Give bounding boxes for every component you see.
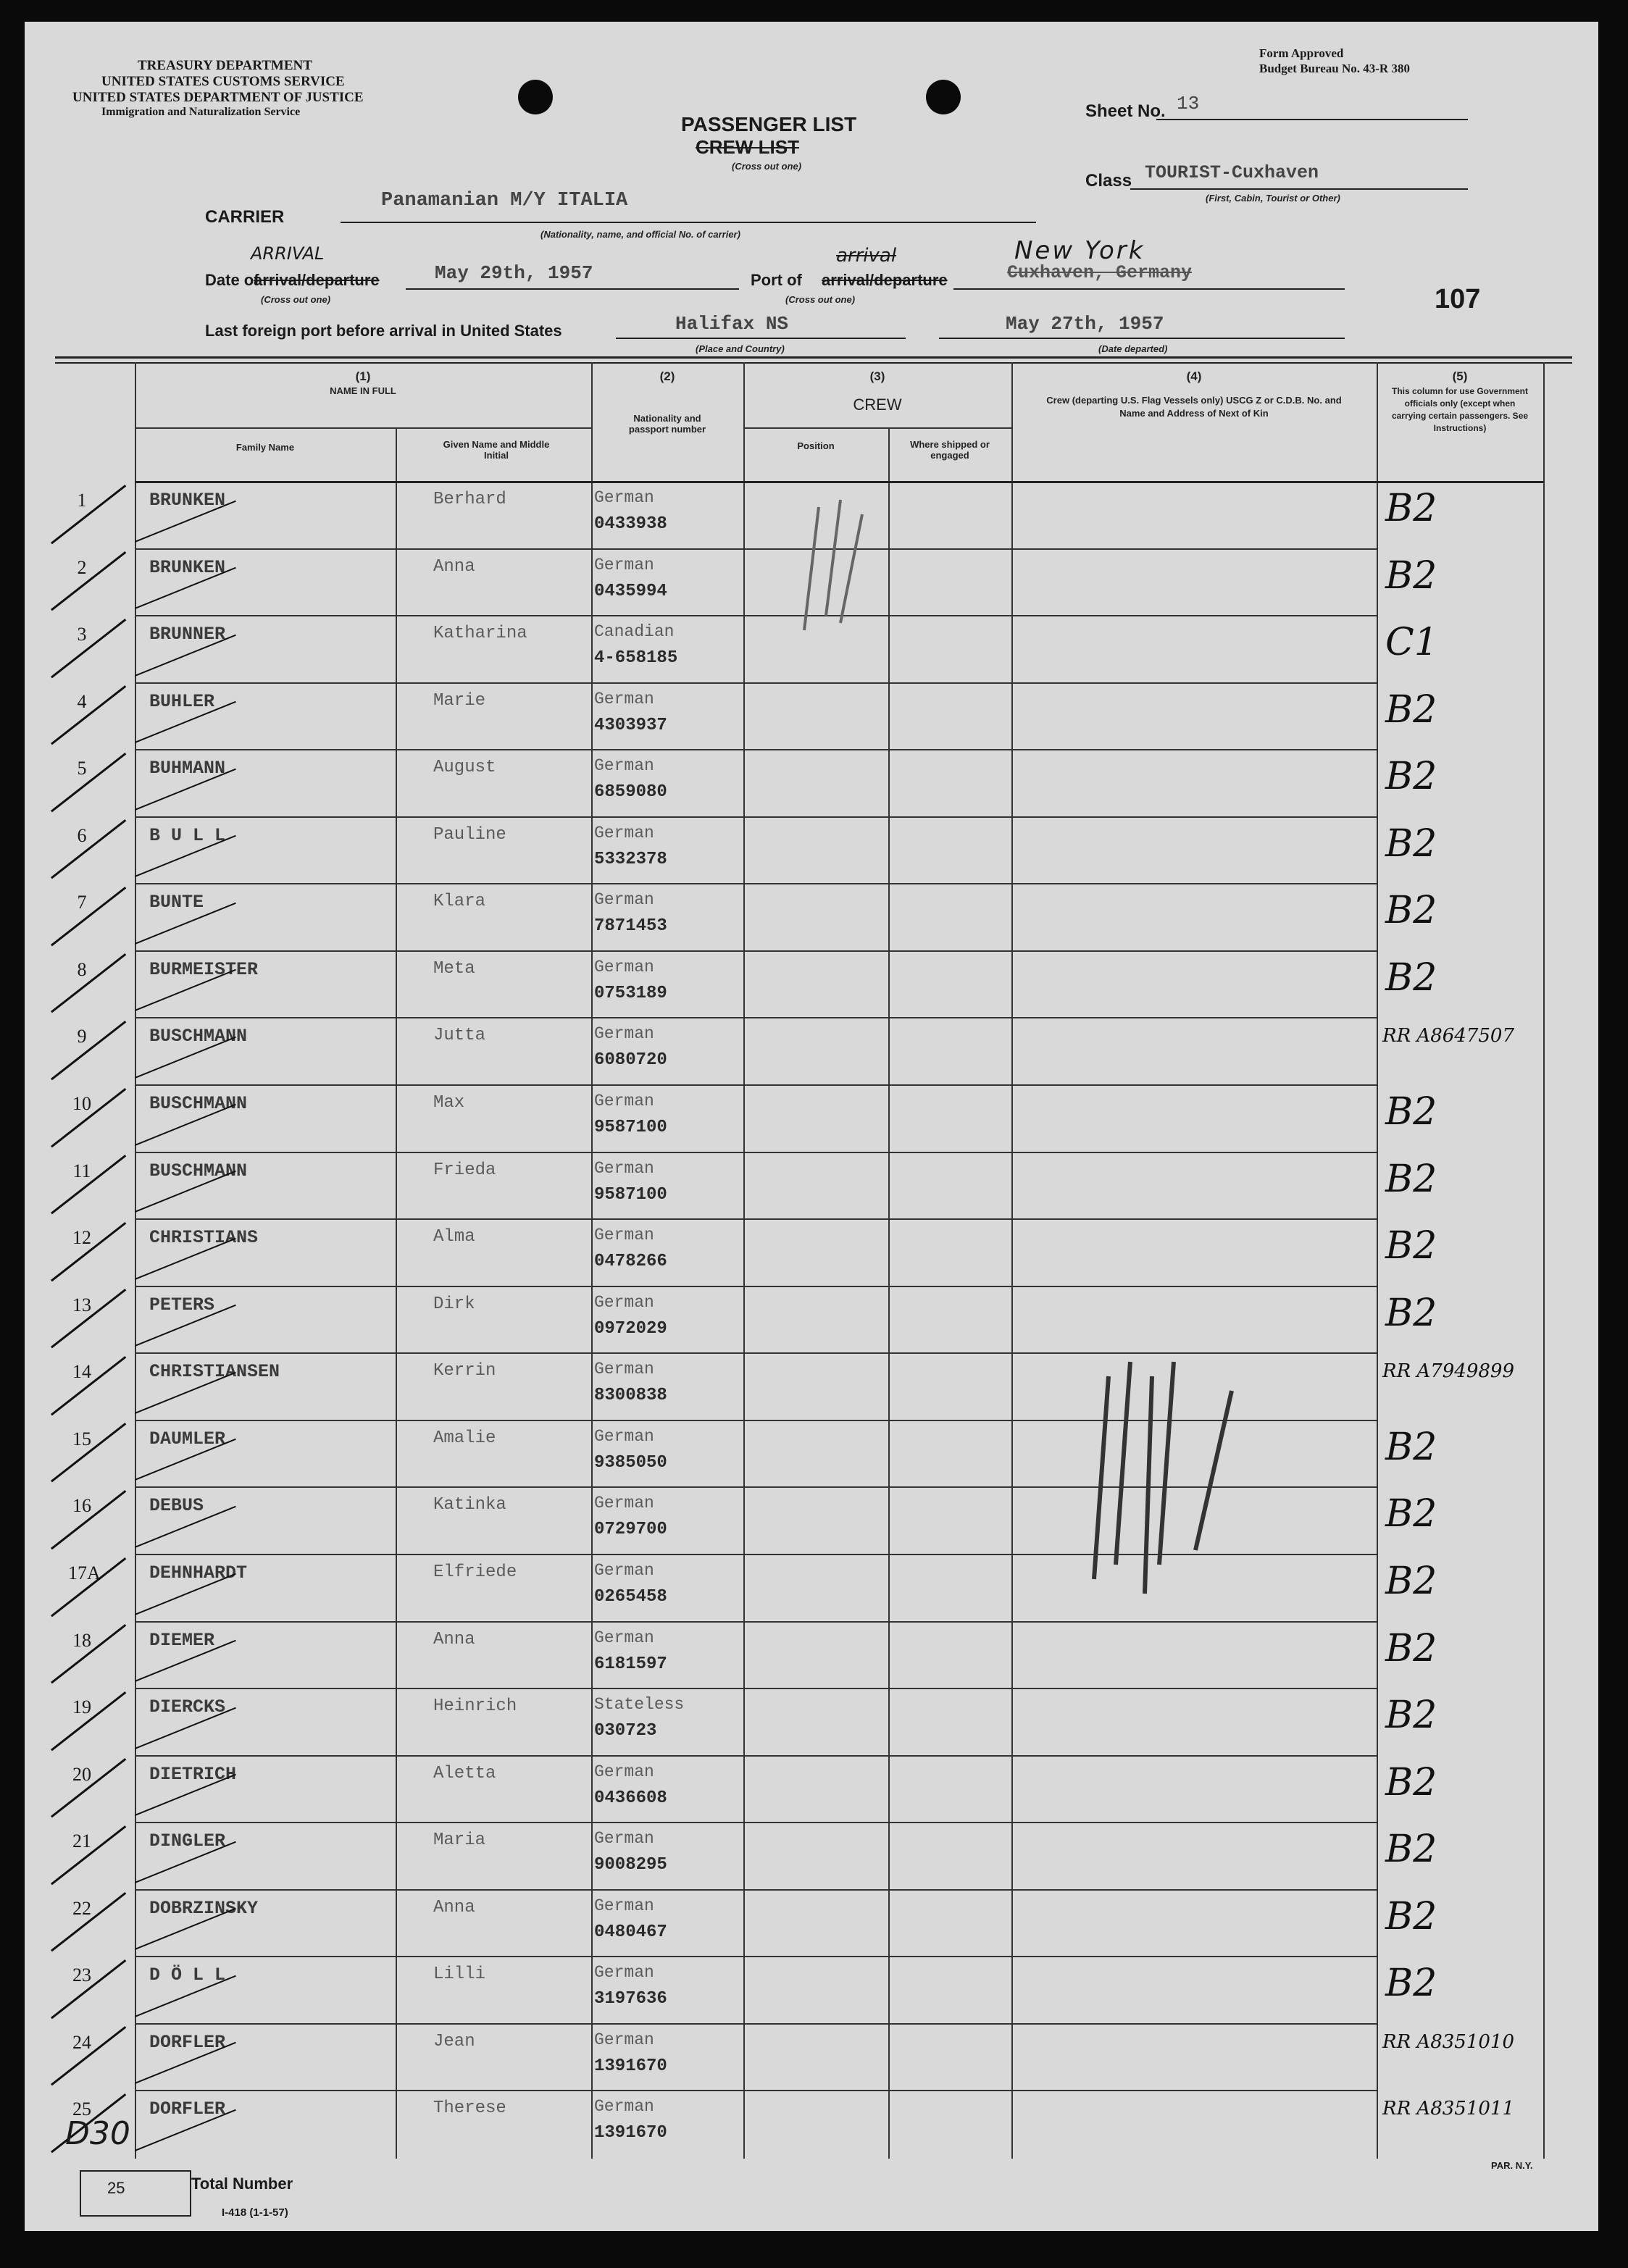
given-name: Max	[433, 1093, 465, 1113]
family-name: BUSCHMANN	[149, 1093, 248, 1115]
passport-number: 4-658185	[594, 648, 678, 669]
handwritten-total: D30	[65, 2115, 130, 2152]
col1-given: Given Name and Middle Initial	[443, 439, 550, 461]
family-name: BUNTE	[149, 892, 204, 913]
family-name: DIETRICH	[149, 1763, 237, 1785]
carrier-caption: (Nationality, name, and official No. of carrier)	[540, 229, 740, 240]
budget-bureau: Budget Bureau No. 43-R 380	[1259, 62, 1410, 75]
official-annotation: B2	[1385, 1962, 1437, 2006]
row-number: 2	[77, 556, 87, 578]
form-number: I-418 (1-1-57)	[222, 2206, 288, 2219]
total-label: Total Number	[191, 2175, 293, 2193]
document-page	[25, 22, 1598, 2231]
date-handwritten: ARRIVAL	[251, 243, 325, 264]
port-cross-caption: (Cross out one)	[785, 294, 856, 305]
nationality: German	[594, 1024, 654, 1044]
official-annotation: B2	[1385, 889, 1437, 933]
row-number: 9	[77, 1026, 87, 1047]
row-number: 14	[72, 1361, 91, 1383]
row-number: 1	[77, 490, 87, 511]
row-number: 7	[77, 892, 87, 913]
row-separator	[135, 1218, 1377, 1220]
row-separator	[135, 2090, 1377, 2091]
col3-position: Position	[797, 440, 835, 451]
given-name: Frieda	[433, 1160, 496, 1180]
given-name: Marie	[433, 690, 486, 711]
passport-number: 0435994	[594, 581, 667, 601]
punch-hole-right	[926, 80, 961, 114]
port-label-struck: arrival/departure	[822, 271, 948, 289]
passport-number: 030723	[594, 1721, 657, 1741]
row-separator	[135, 950, 1377, 952]
row-number: 21	[72, 1830, 91, 1852]
given-name: Alma	[433, 1227, 475, 1247]
nationality: German	[594, 2097, 654, 2117]
given-name: Kerrin	[433, 1361, 496, 1381]
official-annotation: RR A8647507	[1382, 1025, 1514, 1047]
family-name: DOBRZINSKY	[149, 1897, 259, 1919]
row-number: 11	[72, 1160, 91, 1181]
passport-number: 0729700	[594, 1520, 667, 1540]
row-separator	[135, 2023, 1377, 2025]
official-annotation: B2	[1385, 687, 1437, 732]
nationality: German	[594, 1762, 654, 1781]
official-annotation: RR A8351010	[1382, 2030, 1514, 2053]
row-separator	[135, 1956, 1377, 1957]
row-number: 8	[77, 958, 87, 980]
cross-out-caption: (Cross out one)	[732, 161, 802, 172]
row-separator	[135, 749, 1377, 750]
passport-number: 0265458	[594, 1586, 667, 1607]
row-number: 16	[72, 1495, 91, 1517]
nationality: German	[594, 1360, 654, 1379]
row-separator	[135, 615, 1377, 616]
given-name: Meta	[433, 958, 475, 979]
official-annotation: C1	[1385, 621, 1438, 665]
nationality: Canadian	[594, 622, 675, 642]
given-name: Therese	[433, 2098, 506, 2119]
date-cross-caption: (Cross out one)	[261, 294, 331, 305]
family-name: DINGLER	[149, 1830, 226, 1852]
row-number: 25	[72, 2098, 91, 2120]
nationality: German	[594, 1560, 654, 1580]
family-name: CHRISTIANSEN	[149, 1361, 280, 1383]
last-port-label: Last foreign port before arrival in United States	[205, 322, 562, 340]
passport-number: 9385050	[594, 1452, 667, 1473]
official-annotation: B2	[1385, 1425, 1437, 1469]
row-number: 18	[72, 1629, 91, 1651]
official-annotation: B2	[1385, 1157, 1437, 1201]
row-number: 13	[72, 1294, 91, 1315]
passport-number: 1391670	[594, 2123, 667, 2143]
passport-number: 6080720	[594, 1050, 667, 1071]
total-box	[80, 2170, 191, 2217]
agency-line-3: UNITED STATES DEPARTMENT OF JUSTICE	[72, 90, 364, 105]
carrier-label: CARRIER	[205, 207, 285, 227]
given-name: Dirk	[433, 1294, 475, 1314]
list-title: PASSENGER LIST	[681, 113, 857, 135]
given-name: Maria	[433, 1830, 486, 1851]
row-separator	[135, 1688, 1377, 1689]
nationality: German	[594, 1494, 654, 1513]
date-value: May 29th, 1957	[435, 262, 593, 284]
passport-number: 9587100	[594, 1118, 667, 1138]
family-name: D Ö L L	[149, 1964, 226, 1986]
col1-title: NAME IN FULL	[330, 385, 396, 396]
family-name: BURMEISTER	[149, 958, 259, 980]
row-separator	[135, 1889, 1377, 1891]
official-annotation: B2	[1385, 1828, 1437, 1872]
row-separator	[135, 1822, 1377, 1823]
port-value-struck: Cuxhaven, Germany	[1007, 262, 1193, 283]
date-label-prefix: Date of	[205, 271, 259, 289]
official-annotation: B2	[1385, 1760, 1437, 1804]
given-name: Katinka	[433, 1495, 506, 1515]
given-name: Anna	[433, 1629, 475, 1649]
nationality: German	[594, 1896, 654, 1915]
family-name: BUSCHMANN	[149, 1026, 248, 1047]
family-name: DAUMLER	[149, 1428, 226, 1449]
port-handwritten-struck: arrival	[836, 245, 897, 267]
class-label: Class	[1085, 171, 1132, 191]
given-name: Anna	[433, 556, 475, 577]
printer-mark: PAR. N.Y.	[1491, 2160, 1533, 2171]
total-box-value: 25	[107, 2179, 125, 2197]
official-annotation: RR A8351011	[1382, 2098, 1514, 2120]
family-name: CHRISTIANS	[149, 1227, 259, 1249]
official-annotation: B2	[1385, 487, 1437, 530]
last-port-value: Halifax NS	[675, 313, 789, 335]
passport-number: 5332378	[594, 849, 667, 869]
family-name: BUHMANN	[149, 758, 226, 779]
passport-number: 0753189	[594, 983, 667, 1003]
agency-line-4: Immigration and Naturalization Service	[101, 106, 301, 118]
nationality: German	[594, 1292, 654, 1312]
date-label-struck: arrival/departure	[254, 271, 380, 289]
col5-num: (5)	[1452, 369, 1468, 383]
col4-num: (4)	[1186, 369, 1202, 383]
passport-number: 0433938	[594, 514, 667, 534]
family-name: DORFLER	[149, 2031, 226, 2053]
form-approved: Form Approved	[1259, 46, 1344, 60]
nationality: German	[594, 1628, 654, 1647]
col5-title: This column for use Government officials only (except when carrying certain passengers. See Instructions)	[1391, 386, 1529, 433]
row-number: 6	[77, 824, 87, 846]
nationality: German	[594, 823, 654, 842]
class-value: TOURIST-Cuxhaven	[1145, 162, 1319, 183]
nationality: German	[594, 957, 654, 976]
class-caption: (First, Cabin, Tourist or Other)	[1206, 193, 1340, 204]
agency-line-2: UNITED STATES CUSTOMS SERVICE	[101, 74, 345, 89]
nationality: Stateless	[594, 1695, 685, 1715]
official-annotation: B2	[1385, 553, 1437, 598]
family-name: B U L L	[149, 824, 226, 846]
official-annotation: B2	[1385, 755, 1437, 799]
given-name: Klara	[433, 892, 486, 912]
row-number: 17A	[68, 1562, 101, 1583]
passport-number: 0972029	[594, 1318, 667, 1339]
passport-number: 0480467	[594, 1922, 667, 1942]
passport-number: 6181597	[594, 1654, 667, 1674]
passport-number: 0478266	[594, 1252, 667, 1272]
col2-title: Nationality and passport number	[628, 413, 706, 435]
last-port-caption: (Place and Country)	[696, 343, 785, 354]
row-number: 15	[72, 1428, 91, 1449]
official-annotation: B2	[1385, 1090, 1437, 1134]
col3-num: (3)	[869, 369, 885, 383]
port-handwritten: New York	[1014, 236, 1145, 265]
given-name: Elfriede	[433, 1562, 517, 1582]
row-number: 19	[72, 1696, 91, 1718]
sheet-label: Sheet No.	[1085, 101, 1166, 121]
passport-number: 9008295	[594, 1855, 667, 1875]
official-annotation: RR A7949899	[1382, 1360, 1514, 1383]
carrier-value: Panamanian M/Y ITALIA	[381, 190, 628, 212]
row-number: 10	[72, 1093, 91, 1115]
family-name: DIEMER	[149, 1629, 215, 1651]
family-name: DEBUS	[149, 1495, 204, 1517]
row-separator	[135, 548, 1377, 550]
passport-number: 1391670	[594, 2056, 667, 2076]
given-name: August	[433, 758, 496, 778]
row-number: 22	[72, 1897, 91, 1919]
given-name: Heinrich	[433, 1696, 517, 1717]
pencil-scribble-mid	[1065, 1347, 1282, 1608]
col4-title: Crew (departing U.S. Flag Vessels only) USCG Z or C.D.B. No. and Name and Address of Next of Kin	[1046, 395, 1342, 419]
family-name: BRUNNER	[149, 624, 226, 645]
passport-number: 9587100	[594, 1184, 667, 1205]
official-annotation: B2	[1385, 1291, 1437, 1335]
given-name: Anna	[433, 1897, 475, 1917]
agency-line-1: TREASURY DEPARTMENT	[138, 58, 312, 73]
passport-number: 7871453	[594, 916, 667, 937]
nationality: German	[594, 1158, 654, 1178]
row-separator	[135, 682, 1377, 684]
passport-number: 4303937	[594, 715, 667, 735]
family-name: PETERS	[149, 1294, 215, 1315]
row-number: 24	[72, 2031, 91, 2053]
row-separator	[135, 1755, 1377, 1757]
official-annotation: B2	[1385, 1694, 1437, 1738]
col1-family: Family Name	[235, 442, 295, 453]
nationality: German	[594, 1092, 654, 1111]
row-number: 23	[72, 1964, 91, 1986]
nationality: German	[594, 1829, 654, 1849]
official-annotation: B2	[1385, 821, 1437, 866]
passport-number: 6859080	[594, 782, 667, 803]
family-name: BUSCHMANN	[149, 1160, 248, 1181]
passport-number: 8300838	[594, 1386, 667, 1406]
row-separator	[135, 883, 1377, 884]
row-number: 12	[72, 1227, 91, 1249]
nationality: German	[594, 488, 654, 507]
nationality: German	[594, 2030, 654, 2049]
family-name: BUHLER	[149, 690, 215, 712]
punch-hole-left	[518, 80, 553, 114]
official-annotation: B2	[1385, 1224, 1437, 1268]
given-name: Pauline	[433, 824, 506, 845]
row-separator	[135, 1017, 1377, 1018]
given-name: Amalie	[433, 1428, 496, 1448]
official-annotation: B2	[1385, 1626, 1437, 1670]
col2-num: (2)	[659, 369, 675, 383]
row-number: 4	[77, 690, 87, 712]
row-separator	[135, 816, 1377, 818]
nationality: German	[594, 890, 654, 910]
list-title-struck: CREW LIST	[696, 136, 799, 158]
row-separator	[135, 1152, 1377, 1153]
given-name: Jutta	[433, 1026, 486, 1046]
nationality: German	[594, 1226, 654, 1245]
given-name: Aletta	[433, 1763, 496, 1783]
passport-number: 3197636	[594, 1989, 667, 2009]
family-name: DORFLER	[149, 2098, 226, 2120]
official-annotation: B2	[1385, 1492, 1437, 1536]
row-number: 20	[72, 1763, 91, 1785]
port-label-prefix: Port of	[751, 271, 802, 289]
row-number: 3	[77, 624, 87, 645]
passport-number: 0436608	[594, 1788, 667, 1808]
departed-caption: (Date departed)	[1098, 343, 1168, 354]
nationality: German	[594, 1426, 654, 1446]
given-name: Lilli	[433, 1964, 486, 1985]
family-name: DEHNHARDT	[149, 1562, 248, 1583]
nationality: German	[594, 689, 654, 708]
col3-where: Where shipped or engaged	[910, 439, 990, 461]
row-number: 5	[77, 758, 87, 779]
departed-value: May 27th, 1957	[1006, 313, 1164, 335]
given-name: Jean	[433, 2031, 475, 2051]
row-separator	[135, 1084, 1377, 1086]
given-name: Berhard	[433, 490, 506, 509]
family-name: BRUNKEN	[149, 556, 226, 578]
given-name: Katharina	[433, 624, 527, 644]
family-name: BRUNKEN	[149, 490, 226, 511]
nationality: German	[594, 1963, 654, 1983]
family-name: DIERCKS	[149, 1696, 226, 1718]
nationality: German	[594, 555, 654, 574]
stamp-number: 107	[1435, 284, 1481, 314]
official-annotation: B2	[1385, 955, 1437, 1000]
official-annotation: B2	[1385, 1559, 1437, 1603]
pencil-scribble-top	[761, 493, 906, 637]
row-separator	[135, 1286, 1377, 1287]
nationality: German	[594, 756, 654, 776]
official-annotation: B2	[1385, 1894, 1437, 1938]
col3-title: CREW	[853, 396, 902, 414]
row-separator	[135, 1621, 1377, 1623]
col1-num: (1)	[355, 369, 371, 383]
sheet-value: 13	[1177, 93, 1200, 114]
